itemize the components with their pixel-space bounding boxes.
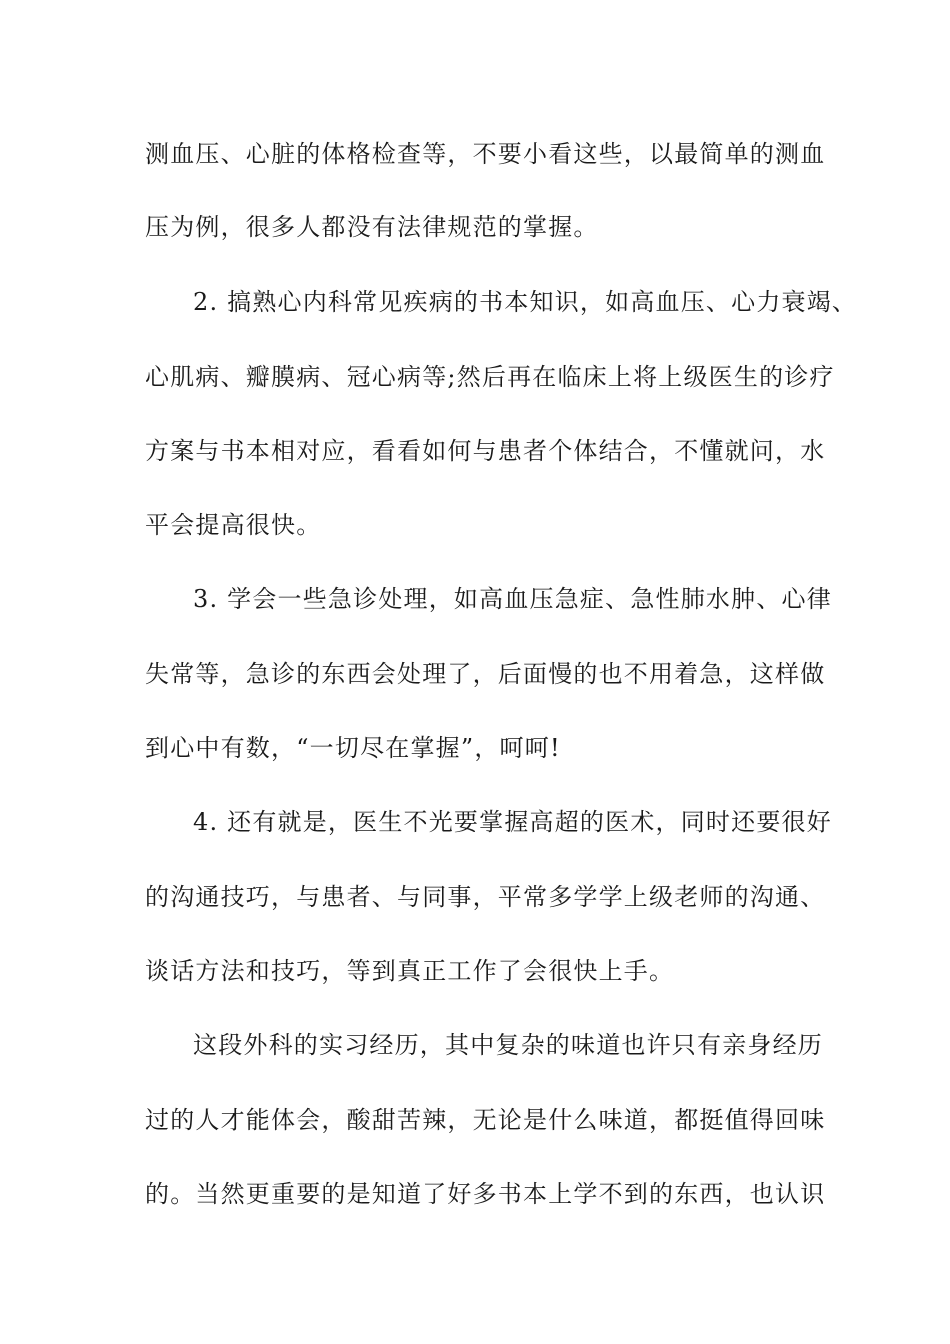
text-line: 压为例，很多人都没有法律规范的掌握。 — [145, 213, 599, 241]
text-line: 的。当然更重要的是知道了好多书本上学不到的东西，也认识 — [145, 1180, 826, 1208]
text-line: 方案与书本相对应，看看如何与患者个体结合，不懂就问，水 — [145, 437, 826, 465]
text-line: 这段外科的实习经历，其中复杂的味道也许只有亲身经历 — [193, 1031, 823, 1059]
text-line: 到心中有数，“一切尽在掌握”，呵呵! — [145, 734, 561, 762]
text-line: 过的人才能体会，酸甜苦辣，无论是什么味道，都挺值得回味 — [145, 1106, 826, 1134]
text-line: 平会提高很快。 — [145, 511, 322, 539]
text-line: 4. 还有就是，医生不光要掌握高超的医术，同时还要很好 — [193, 808, 832, 836]
text-line: 失常等，急诊的东西会处理了，后面慢的也不用着急，这样做 — [145, 660, 826, 688]
text-line: 心肌病、瓣膜病、冠心病等;然后再在临床上将上级医生的诊疗 — [145, 363, 835, 391]
text-line: 3. 学会一些急诊处理，如高血压急症、急性肺水肿、心律 — [193, 585, 832, 613]
text-line: 测血压、心脏的体格检查等，不要小看这些，以最简单的测血 — [145, 140, 826, 168]
text-line: 2. 搞熟心内科常见疾病的书本知识，如高血压、心力衰竭、 — [193, 288, 858, 316]
text-line: 的沟通技巧，与患者、与同事，平常多学学上级老师的沟通、 — [145, 883, 826, 911]
text-line: 谈话方法和技巧，等到真正工作了会很快上手。 — [145, 957, 675, 985]
